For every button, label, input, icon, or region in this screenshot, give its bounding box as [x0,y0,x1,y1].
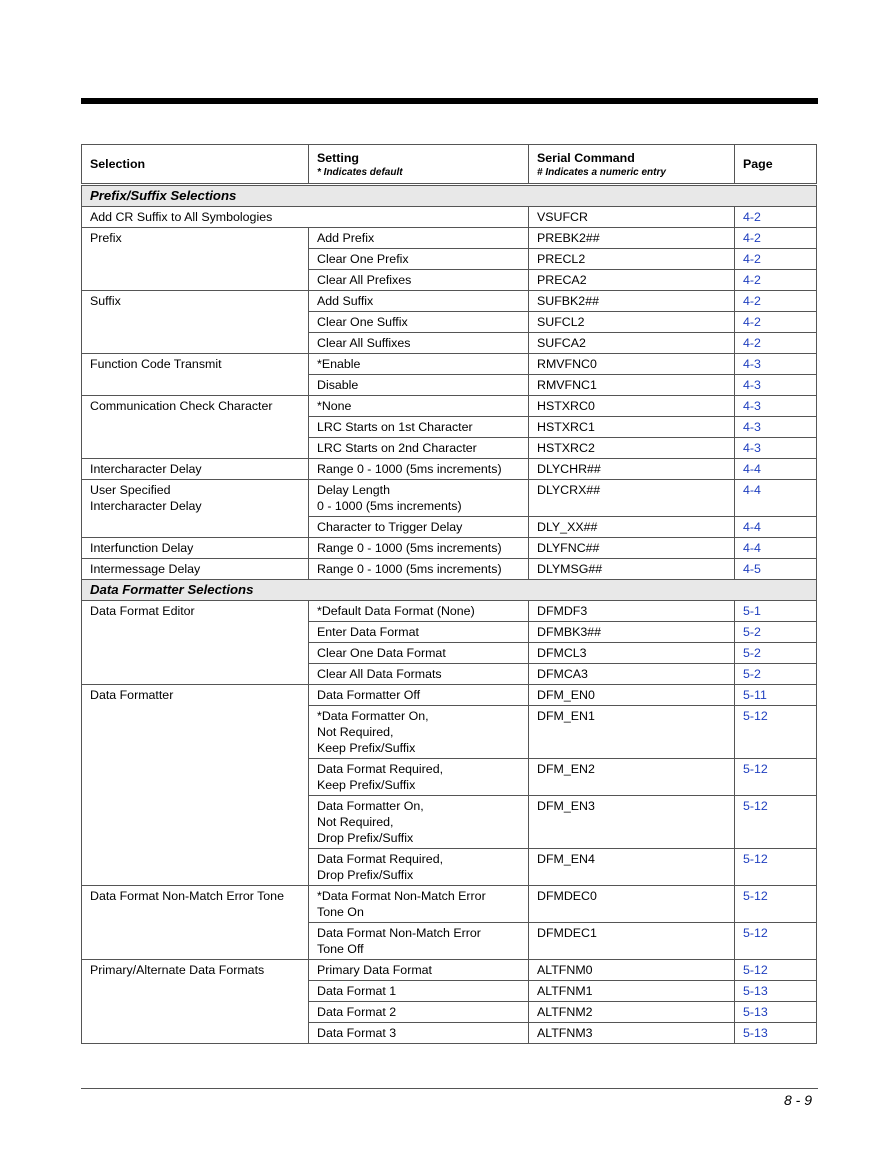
selection-cell: User Specified Intercharacter Delay [82,480,309,517]
selection-cell: Intermessage Delay [82,559,309,580]
command-cell: DFMBK3## [529,622,735,643]
selection-cell [82,1023,309,1044]
setting-cell: *Enable [309,354,529,375]
setting-cell: LRC Starts on 2nd Character [309,438,529,459]
setting-cell: *Data Formatter On, Not Required, Keep Prefix/Suffix [309,706,529,759]
table-row [82,207,817,228]
page-number: 8 - 9 [783,1092,812,1108]
command-cell: SUFCL2 [529,312,735,333]
page-link[interactable]: 4-3 [735,417,817,438]
section-title: Prefix/Suffix Selections [82,185,817,207]
command-cell: DLY_XX## [529,517,735,538]
command-cell: HSTXRC1 [529,417,735,438]
table-row [82,886,817,923]
command-cell: DLYMSG## [529,559,735,580]
setting-cell: Range 0 - 1000 (5ms increments) [309,559,529,580]
command-cell: ALTFNM3 [529,1023,735,1044]
page-link[interactable]: 5-12 [735,759,817,796]
page-link[interactable]: 4-2 [735,333,817,354]
selection-cell: Intercharacter Delay [82,459,309,480]
selection-cell: Data Formatter [82,685,309,706]
command-cell: DFM_EN2 [529,759,735,796]
selection-cell [82,333,309,354]
command-cell: DLYCHR## [529,459,735,480]
selection-cell [82,1002,309,1023]
selection-cell: Communication Check Character [82,396,309,417]
table-row [82,270,817,291]
page-link[interactable]: 5-13 [735,981,817,1002]
setting-cell: Disable [309,375,529,396]
setting-cell: Range 0 - 1000 (5ms increments) [309,459,529,480]
table-row [82,601,817,622]
selection-cell: Prefix [82,228,309,249]
header-selection: Selection [82,145,309,185]
table-row [82,249,817,270]
selection-cell [82,759,309,796]
selection-cell [82,706,309,759]
selection-cell [82,517,309,538]
command-cell: ALTFNM0 [529,960,735,981]
page-link[interactable]: 5-2 [735,622,817,643]
page-link[interactable]: 4-5 [735,559,817,580]
page-link[interactable]: 5-12 [735,960,817,981]
header-page: Page [735,145,817,185]
setting-cell: Clear One Suffix [309,312,529,333]
setting-cell: Data Format Required, Drop Prefix/Suffix [309,849,529,886]
selection-cell: Suffix [82,291,309,312]
page-link[interactable]: 4-4 [735,538,817,559]
table-row [82,849,817,886]
page-link[interactable]: 4-2 [735,312,817,333]
header-command-note: # Indicates a numeric entry [537,166,666,178]
selection-cell: Data Format Editor [82,601,309,622]
header-command-label: Serial Command [537,150,635,165]
selection-cell [82,312,309,333]
table-row [82,538,817,559]
table-row [82,960,817,981]
page-link[interactable]: 5-13 [735,1023,817,1044]
table-row [82,480,817,517]
table-row [82,333,817,354]
selection-cell [82,375,309,396]
command-cell: HSTXRC0 [529,396,735,417]
table-row [82,354,817,375]
table-row [82,459,817,480]
table-body [82,185,817,1044]
setting-cell: LRC Starts on 1st Character [309,417,529,438]
page-link[interactable]: 4-2 [735,228,817,249]
setting-cell: Clear All Data Formats [309,664,529,685]
selection-cell [82,643,309,664]
command-cell: RMVFNC1 [529,375,735,396]
setting-cell: Data Format 3 [309,1023,529,1044]
selection-cell [82,981,309,1002]
section-row [82,185,817,207]
header-setting-label: Setting [317,150,359,165]
setting-cell: Clear One Data Format [309,643,529,664]
setting-cell: Range 0 - 1000 (5ms increments) [309,538,529,559]
command-cell: SUFCA2 [529,333,735,354]
page-link[interactable]: 5-12 [735,849,817,886]
setting-cell: Enter Data Format [309,622,529,643]
table-row [82,291,817,312]
page-link[interactable]: 5-1 [735,601,817,622]
command-cell: DFMDF3 [529,601,735,622]
table-row [82,759,817,796]
selection-cell [82,438,309,459]
setting-cell: Delay Length 0 - 1000 (5ms increments) [309,480,529,517]
page-link[interactable]: 5-12 [735,886,817,923]
page-link[interactable]: 4-2 [735,270,817,291]
selection-cell [82,796,309,849]
table-row [82,375,817,396]
command-cell: PRECL2 [529,249,735,270]
page-link[interactable]: 5-12 [735,706,817,759]
selection-cell [82,849,309,886]
table-row [82,923,817,960]
bottom-rule [81,1088,818,1089]
selection-cell: Primary/Alternate Data Formats [82,960,309,981]
command-cell: VSUFCR [529,207,735,228]
table-row [82,228,817,249]
table-row [82,312,817,333]
selection-cell [82,622,309,643]
header-setting-note: * Indicates default [317,166,403,178]
setting-cell: Data Formatter Off [309,685,529,706]
table-row [82,796,817,849]
selection-cell [82,249,309,270]
command-cell: DFM_EN0 [529,685,735,706]
page-link[interactable]: 4-2 [735,207,817,228]
selection-cell: Function Code Transmit [82,354,309,375]
table-row [82,706,817,759]
setting-cell: Add Suffix [309,291,529,312]
table-row [82,417,817,438]
selection-cell: Add CR Suffix to All Symbologies [82,207,529,228]
command-cell: DLYFNC## [529,538,735,559]
command-cell: DFM_EN1 [529,706,735,759]
command-cell: DLYCRX## [529,480,735,517]
setting-cell: Data Format 2 [309,1002,529,1023]
table-row [82,438,817,459]
command-cell: DFM_EN3 [529,796,735,849]
page-link[interactable]: 4-3 [735,354,817,375]
setting-cell: Add Prefix [309,228,529,249]
page-link[interactable]: 4-3 [735,375,817,396]
command-cell: PREBK2## [529,228,735,249]
table-row [82,1002,817,1023]
table-row [82,517,817,538]
setting-cell: Data Format 1 [309,981,529,1002]
table-row [82,559,817,580]
command-cell: RMVFNC0 [529,354,735,375]
table-row [82,685,817,706]
section-row [82,580,817,601]
setting-cell: Data Format Non-Match Error Tone Off [309,923,529,960]
setting-cell: *Default Data Format (None) [309,601,529,622]
header-row [82,145,817,185]
selection-cell [82,923,309,960]
setting-cell: Clear All Suffixes [309,333,529,354]
command-cell: DFMCA3 [529,664,735,685]
selection-cell [82,664,309,685]
table-row [82,396,817,417]
command-cell: DFMDEC0 [529,886,735,923]
page-link[interactable]: 5-2 [735,643,817,664]
table-row [82,1023,817,1044]
setting-cell: Primary Data Format [309,960,529,981]
page-link[interactable]: 5-13 [735,1002,817,1023]
page-link[interactable]: 4-4 [735,459,817,480]
setting-cell: Data Formatter On, Not Required, Drop Prefix/Suffix [309,796,529,849]
page-link[interactable]: 4-3 [735,396,817,417]
section-title: Data Formatter Selections [82,580,817,601]
page-link[interactable]: 4-4 [735,480,817,517]
page-link[interactable]: 5-12 [735,923,817,960]
table-row [82,981,817,1002]
header-command [529,145,735,185]
page-link[interactable]: 4-2 [735,249,817,270]
command-cell: SUFBK2## [529,291,735,312]
setting-cell: *Data Format Non-Match Error Tone On [309,886,529,923]
setting-cell: Data Format Required, Keep Prefix/Suffix [309,759,529,796]
selection-cell [82,270,309,291]
top-rule [81,98,818,104]
table-row [82,622,817,643]
command-cell: DFM_EN4 [529,849,735,886]
command-cell: HSTXRC2 [529,438,735,459]
page-link[interactable]: 5-12 [735,796,817,849]
page-link[interactable]: 5-11 [735,685,817,706]
command-cell: PRECA2 [529,270,735,291]
header-setting [309,145,529,185]
setting-cell: Clear All Prefixes [309,270,529,291]
setting-cell: Character to Trigger Delay [309,517,529,538]
command-cell: DFMDEC1 [529,923,735,960]
setting-cell: *None [309,396,529,417]
page-link[interactable]: 4-3 [735,438,817,459]
page-link[interactable]: 5-2 [735,664,817,685]
command-cell: ALTFNM1 [529,981,735,1002]
command-cell: ALTFNM2 [529,1002,735,1023]
page-link[interactable]: 4-2 [735,291,817,312]
serial-command-table [81,144,817,1044]
selection-cell [82,417,309,438]
page-link[interactable]: 4-4 [735,517,817,538]
selection-cell: Data Format Non-Match Error Tone [82,886,309,923]
table-row [82,664,817,685]
selection-cell: Interfunction Delay [82,538,309,559]
setting-cell: Clear One Prefix [309,249,529,270]
command-cell: DFMCL3 [529,643,735,664]
table-row [82,643,817,664]
